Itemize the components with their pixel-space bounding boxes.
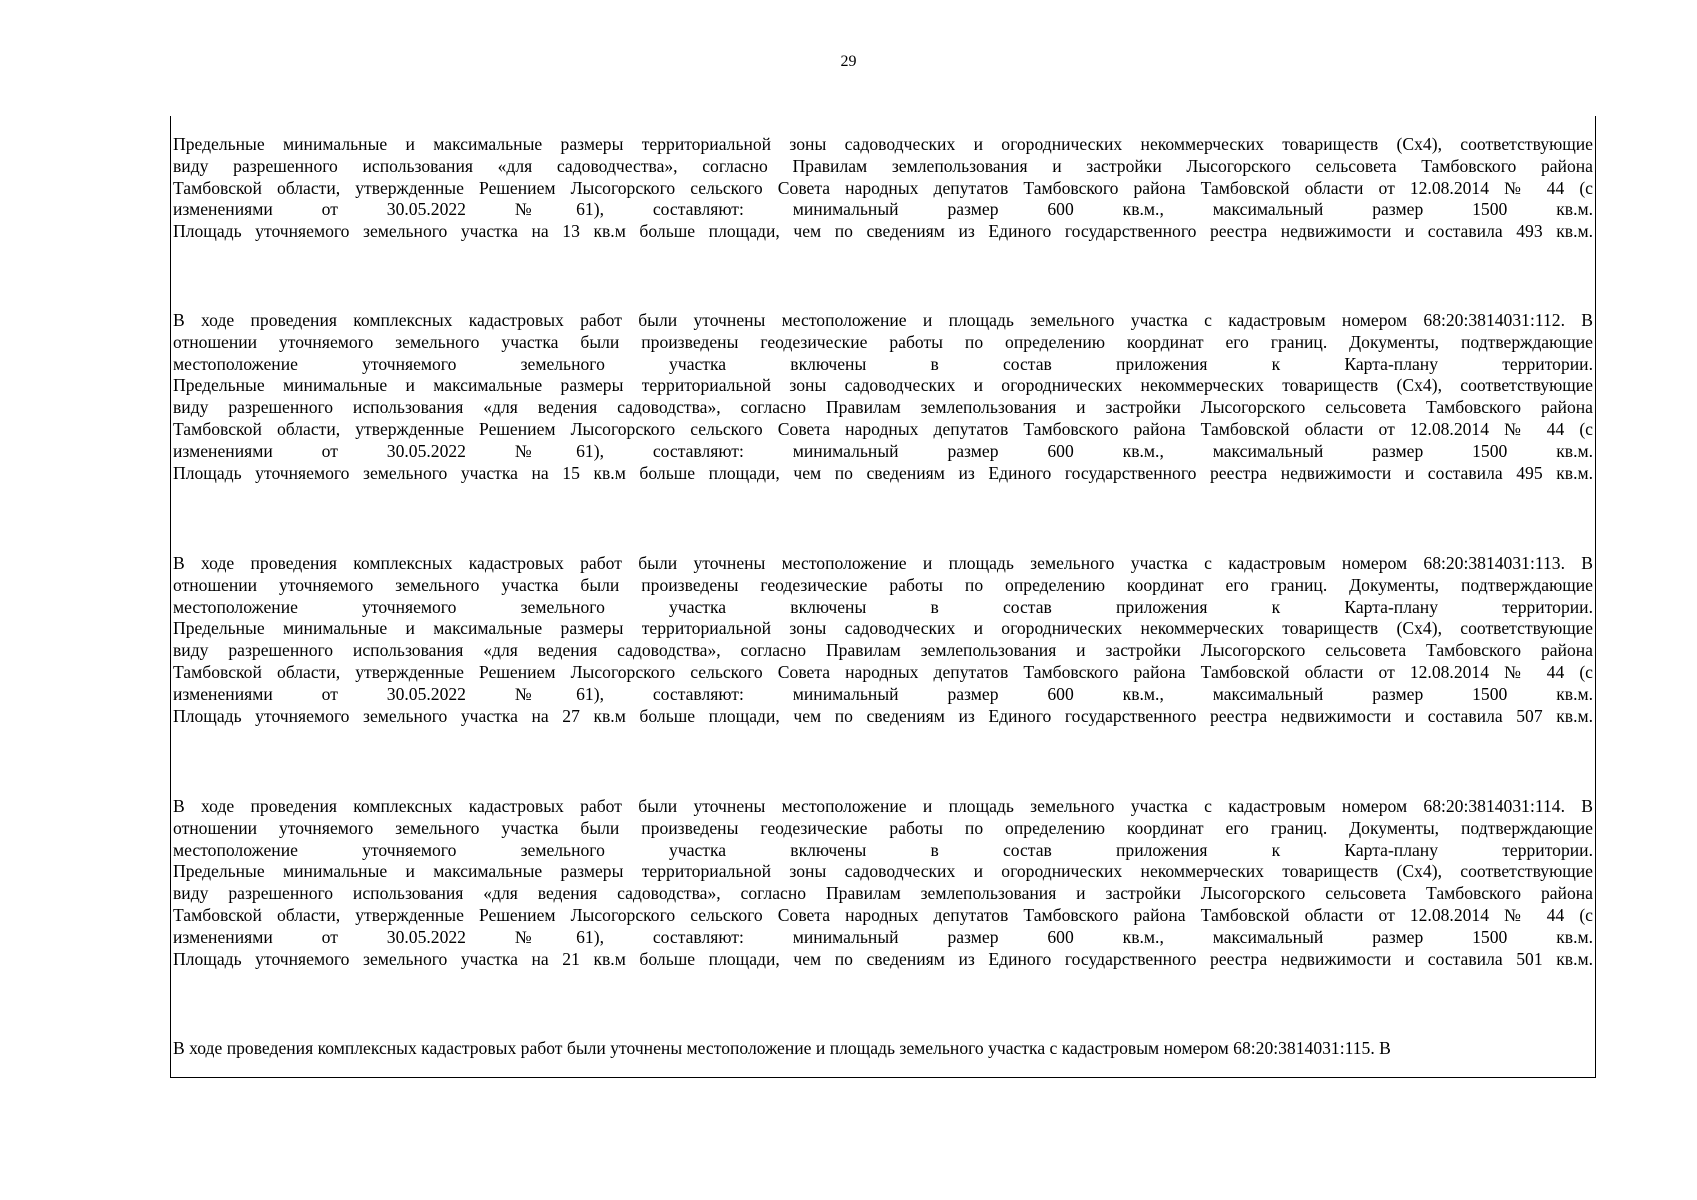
paragraph-5 (173, 1038, 1593, 1060)
text-line: изменениями от 30.05.2022 №61), составляют: минимальный размер 600 кв.м., максимальный размер 1500 кв.м. (173, 199, 1593, 220)
text-line: Тамбовской области, утвержденные Решением Лысогорского сельского Совета народных депутатов Тамбовского района Тамбовской области от 12.08.2014 № 44 (с (173, 904, 1593, 925)
text-line: В ходе проведения комплексных кадастровых работ были уточнены местоположение и площадь земельного участка с кадастровым номером 68:20:3814031:113. В (173, 553, 1593, 573)
paragraph-2 (173, 310, 1593, 484)
text-frame (170, 116, 1596, 1078)
text-line: Площадь уточняемого земельного участка на 15 кв.м больше площади, чем по сведениям из Единого государственного реестра недвижимости и составила 495 кв.м. (173, 462, 1593, 483)
text-line: Площадь уточняемого земельного участка на 13 кв.м больше площади, чем по сведениям из Единого государственного реестра недвижимости и составила 493 кв.м. (173, 221, 1593, 242)
text-line: виду разрешенного использования «для ведения садоводства», согласно Правилам землепользования и застройки Лысогорского сельсовета Тамбовского района (173, 397, 1593, 418)
text-line: местоположение уточняемого земельного участка включены в состав приложения к Карта-плану территории. (173, 596, 1593, 617)
paragraph-1 (173, 134, 1593, 243)
text-line: В ходе проведения комплексных кадастровых работ были уточнены местоположение и площадь земельного участка с кадастровым номером 68:20:3814031:114. В (173, 796, 1593, 816)
text-line: отношении уточняемого земельного участка были произведены геодезические работы по определению координат его границ. Документы, подтверждающие (173, 817, 1593, 838)
text-line: отношении уточняемого земельного участка были произведены геодезические работы по определению координат его границ. Документы, подтверждающие (173, 574, 1593, 595)
page-number: 29 (840, 53, 857, 70)
text-line: Площадь уточняемого земельного участка на 27 кв.м больше площади, чем по сведениям из Единого государственного реестра недвижимости и составила 507 кв.м. (173, 705, 1593, 726)
text-line: Площадь уточняемого земельного участка на 21 кв.м больше площади, чем по сведениям из Единого государственного реестра недвижимости и составила 501 кв.м. (173, 948, 1593, 969)
text-line: Тамбовской области, утвержденные Решением Лысогорского сельского Совета народных депутатов Тамбовского района Тамбовской области от 12.08.2014 № 44 (с (173, 177, 1593, 198)
text-line: Предельные минимальные и максимальные размеры территориальной зоны садоводческих и огороднических некоммерческих товариществ (Сх4), соответствующие (173, 861, 1593, 882)
text-line: виду разрешенного использования «для садоводчества», согласно Правилам землепользования и застройки Лысогорского сельсовета Тамбовского района (173, 155, 1593, 176)
text-line: виду разрешенного использования «для ведения садоводства», согласно Правилам землепользования и застройки Лысогорского сельсовета Тамбовского района (173, 883, 1593, 904)
text-line: изменениями от 30.05.2022 №61), составляют: минимальный размер 600 кв.м., максимальный размер 1500 кв.м. (173, 440, 1593, 461)
text-line: В ходе проведения комплексных кадастровых работ были уточнены местоположение и площадь земельного участка с кадастровым номером 68:20:3814031:115. В (173, 1038, 1391, 1058)
paragraph-4 (173, 796, 1593, 970)
text-line: Тамбовской области, утвержденные Решением Лысогорского сельского Совета народных депутатов Тамбовского района Тамбовской области от 12.08.2014 № 44 (с (173, 418, 1593, 439)
text-line: изменениями от 30.05.2022 №61), составляют: минимальный размер 600 кв.м., максимальный размер 1500 кв.м. (173, 926, 1593, 947)
text-line: изменениями от 30.05.2022 №61), составляют: минимальный размер 600 кв.м., максимальный размер 1500 кв.м. (173, 683, 1593, 704)
text-line: Предельные минимальные и максимальные размеры территориальной зоны садоводческих и огороднических некоммерческих товариществ (Сх4), соответствующие (173, 375, 1593, 396)
text-line: виду разрешенного использования «для ведения садоводства», согласно Правилам землепользования и застройки Лысогорского сельсовета Тамбовского района (173, 640, 1593, 661)
text-line: местоположение уточняемого земельного участка включены в состав приложения к Карта-плану территории. (173, 839, 1593, 860)
text-line: отношении уточняемого земельного участка были произведены геодезические работы по определению координат его границ. Документы, подтверждающие (173, 331, 1593, 352)
text-line: Предельные минимальные и максимальные размеры территориальной зоны садоводческих и огороднических некоммерческих товариществ (Сх4), соответствующие (173, 134, 1593, 154)
text-line: Предельные минимальные и максимальные размеры территориальной зоны садоводческих и огороднических некоммерческих товариществ (Сх4), соответствующие (173, 618, 1593, 639)
text-line: В ходе проведения комплексных кадастровых работ были уточнены местоположение и площадь земельного участка с кадастровым номером 68:20:3814031:112. В (173, 310, 1593, 330)
text-line: Тамбовской области, утвержденные Решением Лысогорского сельского Совета народных депутатов Тамбовского района Тамбовской области от 12.08.2014 № 44 (с (173, 661, 1593, 682)
paragraph-3 (173, 553, 1593, 727)
text-line: местоположение уточняемого земельного участка включены в состав приложения к Карта-плану территории. (173, 353, 1593, 374)
